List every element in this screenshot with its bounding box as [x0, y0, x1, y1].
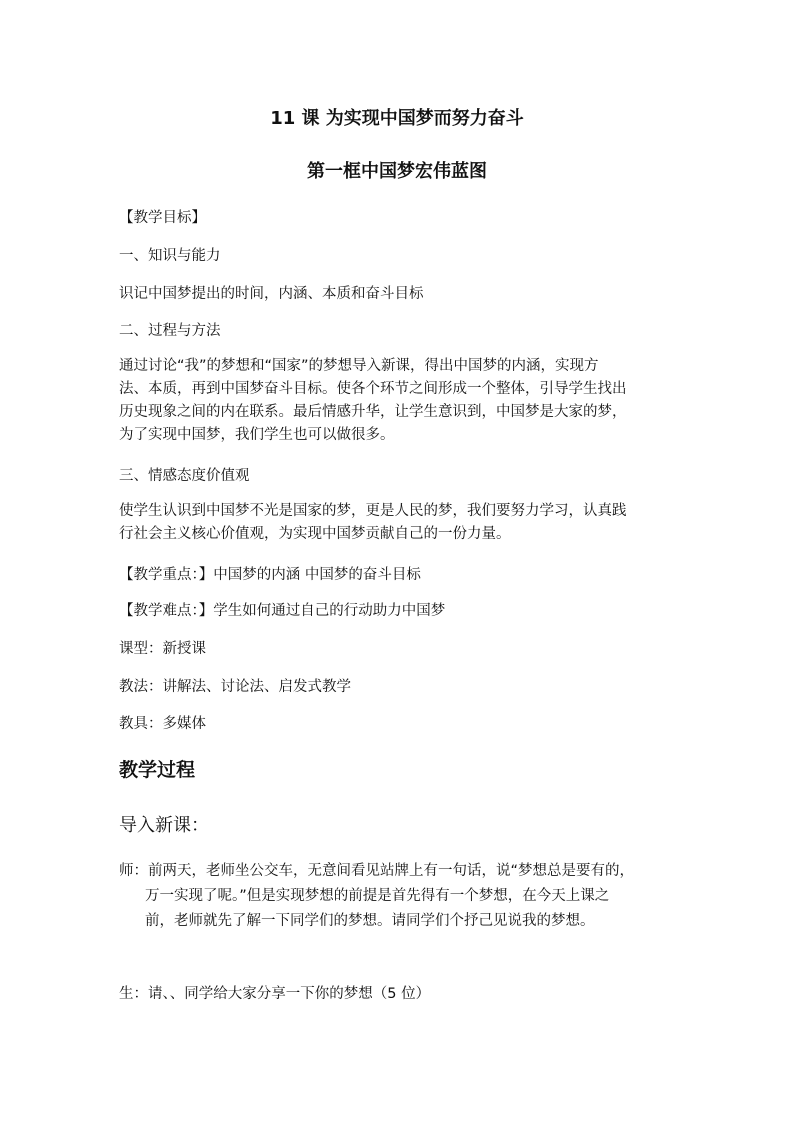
- key-points: 【教学重点：】中国梦的内涵 中国梦的奋斗目标: [119, 567, 421, 583]
- knowledge-ability-heading: 一、知识与能力: [119, 248, 221, 264]
- emotion-values-heading: 三、情感态度价值观: [119, 468, 250, 484]
- dialogue-line: 前，老师就先了解一下同学们的梦想。请同学们个抒己见说我的梦想。: [145, 913, 595, 929]
- process-method-paragraph: [119, 355, 679, 447]
- process-method-heading: 二、过程与方法: [119, 323, 221, 339]
- intro-heading: 导入新课：: [119, 815, 209, 836]
- section-subtitle: 第一框中国梦宏伟蓝图: [307, 161, 487, 182]
- paragraph-line: 通过讨论“我”的梦想和“国家”的梦想导入新课，得出中国梦的内涵，实现方: [119, 358, 599, 374]
- lesson-type: 课型：新授课: [119, 641, 206, 657]
- difficult-points: 【教学难点：】学生如何通过自己的行动助力中国梦: [119, 603, 446, 619]
- lesson-title: 11 课 为实现中国梦而努力奋斗: [270, 108, 524, 129]
- emotion-values-paragraph: [119, 500, 679, 546]
- teacher-dialogue: [119, 859, 679, 934]
- objectives-heading: 【教学目标】: [119, 210, 206, 226]
- dialogue-line: 万一实现了呢。”但是实现梦想的前提是首先得有一个梦想，在今天上课之: [145, 888, 610, 904]
- knowledge-ability-text: 识记中国梦提出的时间，内涵、本质和奋斗目标: [119, 286, 424, 302]
- paragraph-line: 使学生认识到中国梦不光是国家的梦，更是人民的梦，我们要努力学习，认真践: [119, 503, 627, 519]
- dialogue-line: 师：前两天，老师坐公交车，无意间看见站牌上有一句话，说“梦想总是要有的，: [119, 863, 635, 879]
- paragraph-line: 行社会主义核心价值观，为实现中国梦贡献自己的一份力量。: [119, 526, 511, 542]
- paragraph-line: 历史现象之间的内在联系。最后情感升华，让学生意识到，中国梦是大家的梦，: [119, 404, 627, 420]
- paragraph-line: 为了实现中国梦，我们学生也可以做很多。: [119, 427, 395, 443]
- teaching-method: 教法：讲解法、讨论法、启发式教学: [119, 679, 351, 695]
- paragraph-line: 法、本质，再到中国梦奋斗目标。使各个环节之间形成一个整体，引导学生找出: [119, 381, 627, 397]
- student-dialogue: 生：请、、同学给大家分享一下你的梦想（5 位）: [119, 986, 431, 1002]
- teaching-tools: 教具：多媒体: [119, 716, 206, 732]
- teaching-process-heading: 教学过程: [119, 759, 196, 781]
